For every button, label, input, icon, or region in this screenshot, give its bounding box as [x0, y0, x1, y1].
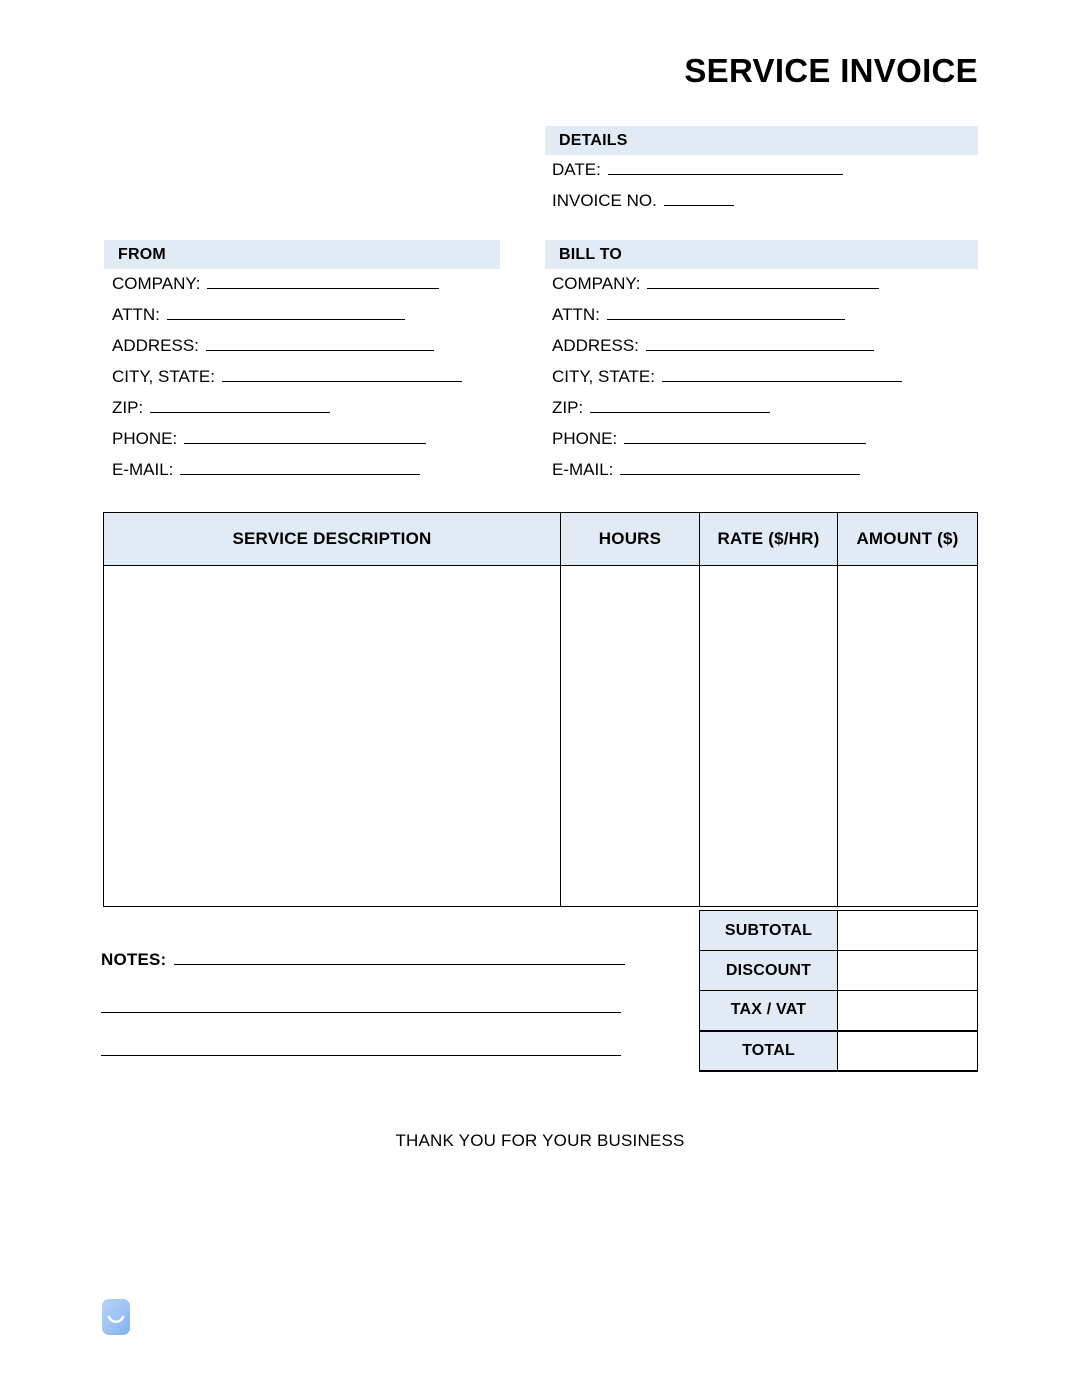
field-label: ATTN:: [112, 305, 160, 324]
field-row: [552, 398, 982, 429]
field-label: COMPANY:: [112, 274, 201, 293]
field-input-line[interactable]: [206, 337, 434, 351]
totals-row: [700, 911, 978, 951]
section-header-bill-to: [545, 240, 978, 269]
field-input-line[interactable]: [184, 430, 426, 444]
field-label: E-MAIL:: [552, 460, 614, 479]
totals-label: TOTAL: [700, 1031, 838, 1071]
section-header-from: [104, 240, 500, 269]
field-row: [552, 429, 982, 460]
field-row: [552, 274, 982, 305]
field-input-line[interactable]: [647, 275, 879, 289]
field-row: [552, 305, 982, 336]
bill-to-fields: [552, 274, 982, 491]
field-input-line[interactable]: [167, 306, 405, 320]
field-input-line[interactable]: [222, 368, 462, 382]
section-header-from-label: FROM: [118, 245, 166, 263]
cell-rate[interactable]: [700, 566, 838, 907]
field-label: E-MAIL:: [112, 460, 174, 479]
section-header-details-label: DETAILS: [559, 131, 628, 149]
field-input-line[interactable]: [624, 430, 866, 444]
cell-hours[interactable]: [561, 566, 700, 907]
field-row: [552, 191, 982, 222]
column-header-rate: RATE ($/HR): [700, 513, 838, 566]
field-row: [552, 160, 982, 191]
totals-value[interactable]: [838, 911, 978, 951]
field-row: [112, 367, 512, 398]
field-label: PHONE:: [112, 429, 178, 448]
notes-input-line-1[interactable]: [174, 952, 625, 965]
totals-value[interactable]: [838, 1031, 978, 1071]
field-row: [552, 367, 982, 398]
field-row: [112, 305, 512, 336]
field-input-line[interactable]: [150, 399, 330, 413]
field-input-line[interactable]: [662, 368, 902, 382]
totals-value[interactable]: [838, 951, 978, 991]
totals-label: SUBTOTAL: [700, 911, 838, 951]
totals-label: DISCOUNT: [700, 951, 838, 991]
notes-input-line-2[interactable]: [101, 1000, 621, 1013]
service-items-table: [103, 512, 978, 907]
field-input-line[interactable]: [620, 461, 860, 475]
totals-label: TAX / VAT: [700, 991, 838, 1031]
field-row: [552, 460, 982, 491]
smile-document-icon: [98, 1297, 134, 1337]
column-header-hours: HOURS: [561, 513, 700, 566]
cell-amount[interactable]: [838, 566, 978, 907]
field-label: COMPANY:: [552, 274, 641, 293]
field-label: CITY, STATE:: [552, 367, 655, 386]
notes-first-line: [101, 950, 625, 970]
field-label: DATE:: [552, 160, 601, 179]
field-input-line[interactable]: [607, 306, 845, 320]
field-input-line[interactable]: [207, 275, 439, 289]
page-title: SERVICE INVOICE: [684, 52, 978, 89]
totals-table: [699, 910, 978, 1072]
field-input-line[interactable]: [664, 192, 734, 206]
field-label: ATTN:: [552, 305, 600, 324]
notes-label: NOTES:: [101, 950, 167, 969]
column-header-amount: AMOUNT ($): [838, 513, 978, 566]
footer-thank-you-note: THANK YOU FOR YOUR BUSINESS: [395, 1131, 685, 1150]
totals-value[interactable]: [838, 991, 978, 1031]
cell-service-description[interactable]: [104, 566, 561, 907]
column-header-service-description: SERVICE DESCRIPTION: [104, 513, 561, 566]
section-header-bill-to-label: BILL TO: [559, 245, 623, 263]
field-row: [112, 429, 512, 460]
field-label: ADDRESS:: [112, 336, 199, 355]
field-label: PHONE:: [552, 429, 618, 448]
totals-row: [700, 1031, 978, 1071]
field-row: [552, 336, 982, 367]
field-label: INVOICE NO.: [552, 191, 657, 210]
items-table-body-row: [104, 566, 978, 907]
items-table-header-row: [104, 513, 978, 566]
details-fields: [552, 160, 982, 222]
field-label: ZIP:: [552, 398, 584, 417]
section-header-details: [545, 126, 978, 155]
field-input-line[interactable]: [180, 461, 420, 475]
field-row: [112, 274, 512, 305]
totals-row: [700, 991, 978, 1031]
brand-logo[interactable]: [98, 1297, 134, 1337]
field-input-line[interactable]: [608, 161, 843, 175]
field-row: [112, 398, 512, 429]
field-input-line[interactable]: [590, 399, 770, 413]
totals-table-body: [700, 911, 978, 1071]
field-label: ADDRESS:: [552, 336, 639, 355]
notes-section: [101, 950, 625, 1056]
field-row: [112, 336, 512, 367]
field-input-line[interactable]: [646, 337, 874, 351]
field-label: ZIP:: [112, 398, 144, 417]
totals-row: [700, 951, 978, 991]
field-row: [112, 460, 512, 491]
notes-input-line-3[interactable]: [101, 1043, 621, 1056]
field-label: CITY, STATE:: [112, 367, 215, 386]
from-fields: [112, 274, 512, 491]
